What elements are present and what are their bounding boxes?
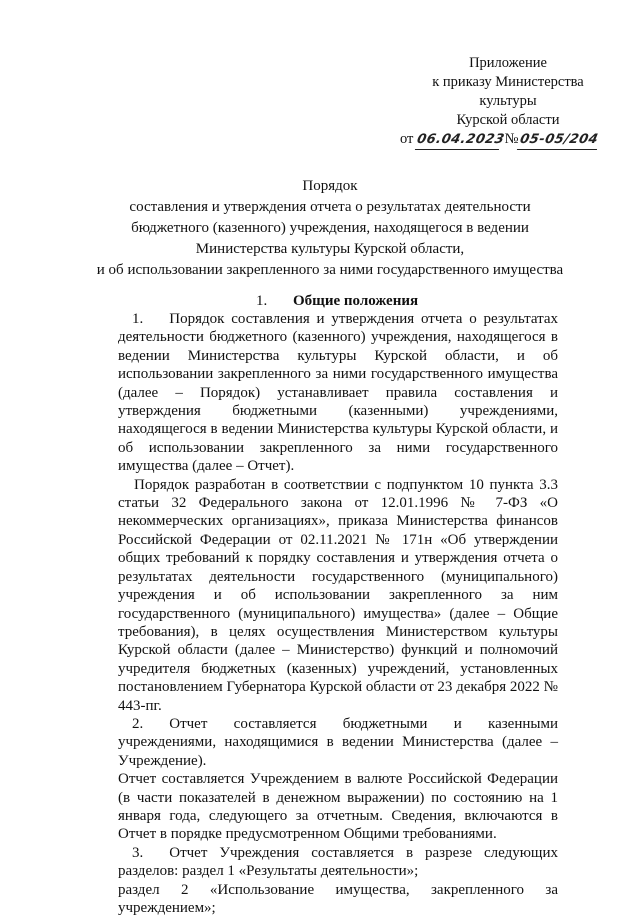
title-line-4: Министерства культуры Курской области, (195, 241, 465, 257)
paragraph-3-number: 3. (132, 844, 144, 861)
paragraph-2b (118, 770, 558, 844)
paragraph-3b-text: раздел 2 «Использование имущества, закрепленного за учреждением»; (118, 881, 558, 916)
paragraph-1b-text: Порядок разработан в соответствии с подпунктом 10 пункта 3.3 статьи 32 Федерального закона от 12.01.1996 № 7-ФЗ «О некоммерческих организациях», приказа Министерства финансов Российской Федерации от 02.11.2021 № 171н «Об утверждении общих требований к порядку составления и утверждения отчета о результатах деятельности государственного (муниципального) учреждения и об использовании закрепленного за ним государственного (муниципального) имущества» (далее – Общие требования), в целях осуществления Министерством культуры Курской области (далее – Министерство) функций и полномочий учредителя бюджетных (казенных) учреждений, установленных постановлением Губернатора Курской области от 23 декабря 2022 № 443-пг. (118, 476, 558, 714)
document-title (80, 176, 580, 281)
appendix-order-ref: к приказу Министерства (432, 74, 584, 90)
paragraph-1-number: 1. (132, 311, 144, 327)
title-line-1: Порядок (302, 178, 358, 194)
number-prefix: № (504, 131, 519, 147)
date-prefix: от (400, 131, 414, 147)
title-line-5: и об использовании закрепленного за ними государственного имущества (96, 262, 564, 278)
handwritten-date: 06.04.2023 (415, 130, 503, 150)
paragraph-2b-text: Отчет составляется Учреждением в валюте Российской Федерации (в части показателей в денежном выражении) по состоянию на 1 января года, следующего за отчетным. Сведения, включаются в Отчет в порядке предусмотренном Общими требованиями. (118, 771, 558, 843)
appendix-title: Приложение (469, 55, 547, 71)
appendix-header (398, 54, 618, 150)
appendix-region: Курской области (456, 112, 560, 128)
paragraph-3 (118, 844, 558, 881)
appendix-ministry: культуры (479, 93, 537, 109)
section-heading (256, 293, 418, 310)
section-title: Общие положения (293, 293, 419, 309)
title-line-3: бюджетного (казенного) учреждения, находящегося в ведении (131, 220, 529, 236)
paragraph-1 (118, 310, 558, 476)
document-body (118, 310, 558, 917)
paragraph-1b (118, 476, 558, 715)
title-line-2: составления и утверждения отчета о результатах деятельности (129, 199, 531, 215)
paragraph-3-text: Отчет Учреждения составляется в разрезе следующих разделов: раздел 1 «Результаты деятельности»; (118, 844, 558, 880)
handwritten-order-number: 05-05/204 (516, 130, 600, 150)
paragraph-2-text: Отчет составляется бюджетными и казенными учреждениями, находящимися в ведении Министерства (далее – Учреждение). (118, 715, 558, 769)
paragraph-3b (118, 881, 558, 917)
paragraph-2-number: 2. (132, 715, 144, 732)
appendix-date-line (398, 130, 618, 150)
section-number: 1. (256, 293, 268, 309)
paragraph-1-text: Порядок составления и утверждения отчета о результатах деятельности бюджетного (казенного) учреждения, находящегося в ведении Министерства культуры Курской области, и об использовании закрепленного за ними государственного имущества (далее – Порядок) устанавливает правила составления и утверждения бюджетными (казенными) учреждениями, находящегося в ведении Министерства культуры Курской области, и об использовании закрепленного за ними государственного имущества (далее – Отчет). (118, 311, 558, 475)
paragraph-2 (118, 715, 558, 770)
